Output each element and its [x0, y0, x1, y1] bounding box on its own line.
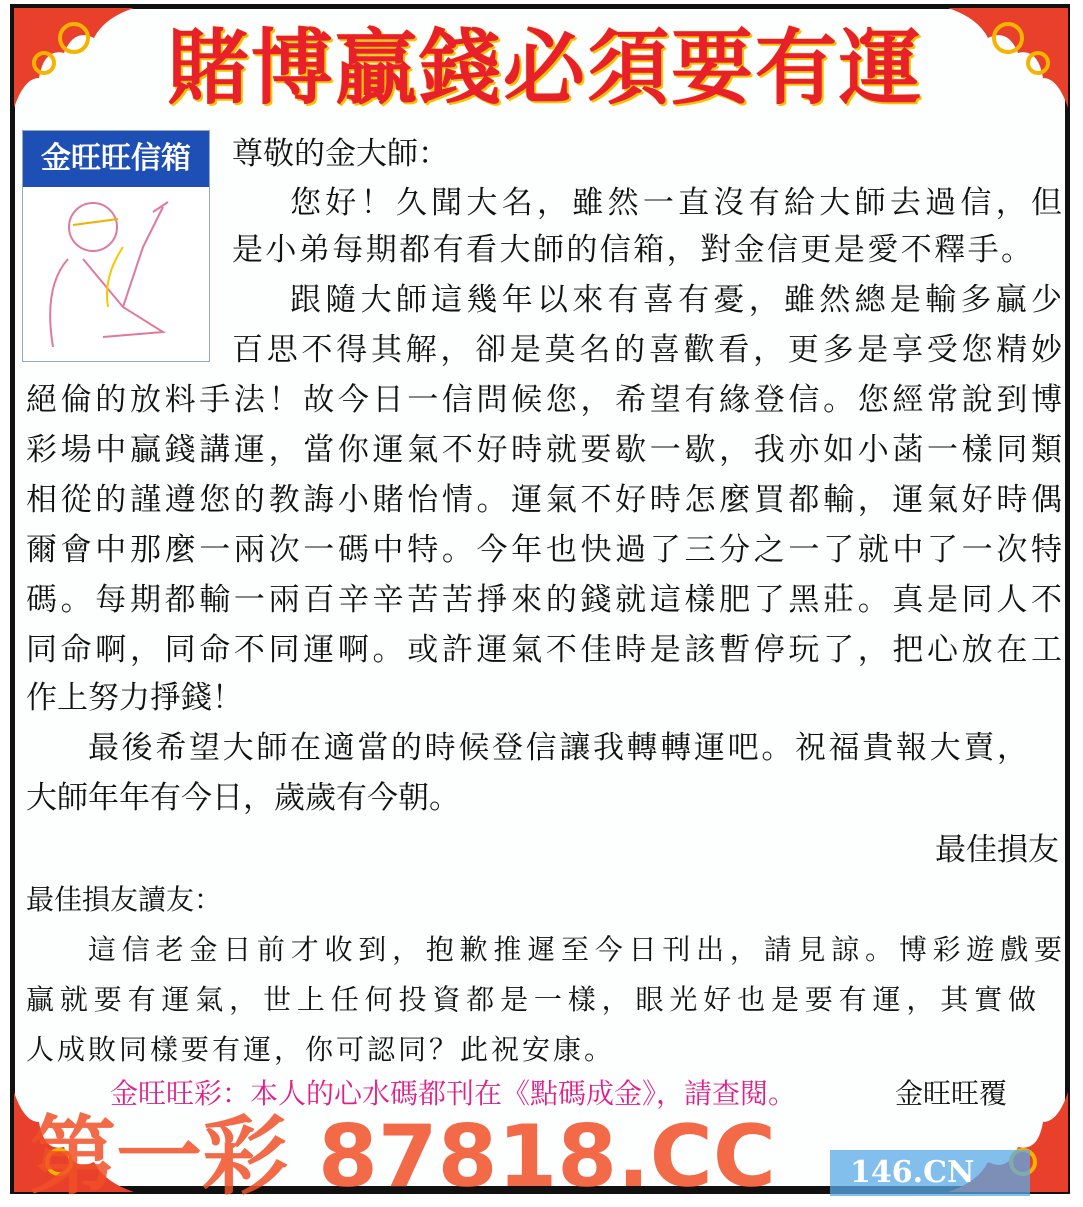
- letter-line: 爾會中那麼一兩次一碼中特。今年也快過了三分之一了就中了一次特: [26, 532, 1062, 568]
- watermark: 第一彩 87818.CC: [30, 1107, 777, 1207]
- column-logo: [22, 130, 210, 362]
- letter-line: 百思不得其解，卻是莫名的喜歡看，更多是享受您精妙: [232, 332, 1062, 368]
- letter-line: 相從的謹遵您的教誨小賭怡情。運氣不好時怎麼買都輸，運氣好時偶: [26, 482, 1062, 518]
- cloud-ornament-icon: [948, 8, 1068, 108]
- letter-signature: 最佳損友: [935, 832, 1059, 868]
- footer-note: 金旺旺彩：本人的心水碼都刊在《點碼成金》，請查閱。: [110, 1077, 797, 1110]
- letter-line: 跟隨大師這幾年以來有喜有憂，雖然總是輸多贏少: [290, 282, 1062, 318]
- letter-salutation: 尊敬的金大師：: [232, 136, 449, 172]
- letter-line: 碼。每期都輸一兩百辛辛苦苦掙來的錢就這樣肥了黑莊。真是同人不: [26, 582, 1062, 618]
- reply-line: 人成敗同樣要有運，你可認同？此祝安康。: [26, 1033, 616, 1066]
- letter-line: 您好！久聞大名，雖然一直沒有給大師去過信，但: [290, 185, 1062, 221]
- letter-line: 絕倫的放料手法！故今日一信問候您，希望有緣登信。您經常說到博: [26, 382, 1062, 418]
- column-label: 金旺旺信箱: [23, 131, 209, 187]
- reply-line: 贏就要有運氣，世上任何投資都是一樣，眼光好也是要有運，其實做: [26, 983, 1036, 1016]
- sketch-figure-icon: [23, 187, 209, 359]
- letter-line: 大師年年有今日，歲歲有今朝。: [26, 780, 460, 816]
- cloud-ornament-icon: [14, 8, 134, 108]
- reply-signature: 金旺旺覆: [894, 1077, 1007, 1110]
- letter-line: 是小弟每期都有看大師的信箱，對金信更是愛不釋手。: [232, 232, 1032, 268]
- letter-line: 最後希望大師在適當的時候登信讓我轉轉運吧。祝福貴報大賣，: [88, 730, 1028, 766]
- watermark-secondary: 146.CN: [830, 1150, 1030, 1196]
- reply-line: 這信老金日前才收到，抱歉推遲至今日刊出，請見諒。博彩遊戲要: [88, 933, 1062, 966]
- headline: 賭博贏錢必須要有運: [166, 20, 923, 116]
- letter-line: 彩場中贏錢講運，當你運氣不好時就要歇一歇，我亦如小菡一樣同類: [26, 432, 1062, 468]
- letter-line: 作上努力掙錢！: [26, 680, 243, 716]
- letter-line: 同命啊，同命不同運啊。或許運氣不佳時是該暫停玩了，把心放在工: [26, 632, 1062, 668]
- reply-salutation: 最佳損友讀友：: [26, 883, 223, 916]
